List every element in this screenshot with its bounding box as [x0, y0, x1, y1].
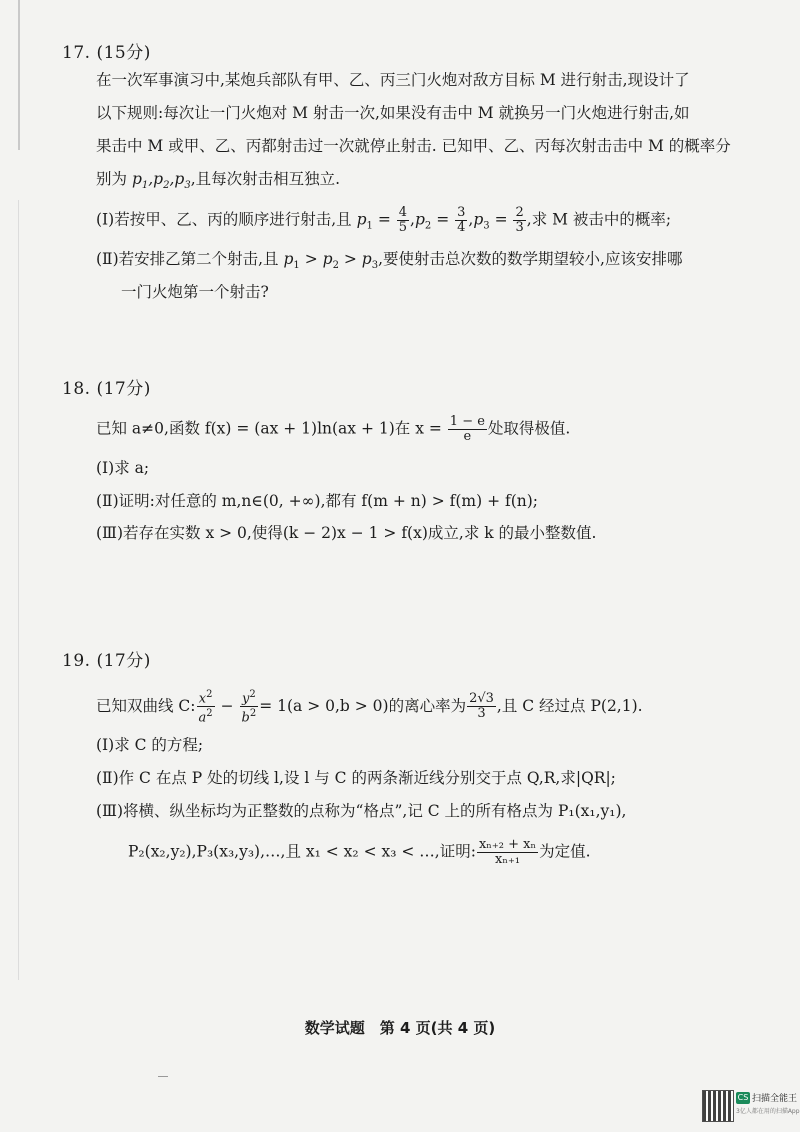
- fraction-4-5: $\frac{4}{5}$: [398, 205, 408, 235]
- fraction-eccentricity: $\frac{2√3}{3}$: [469, 691, 494, 722]
- q18-part-1: (Ⅰ)求 a;: [96, 459, 150, 477]
- watermark-subtitle: 3亿人都在用的扫描App: [736, 1108, 800, 1115]
- scan-edge-line: [18, 200, 19, 980]
- q17-part-2-cont: 一门火炮第一个射击?: [121, 283, 269, 301]
- q17-part-1: (Ⅰ)若按甲、乙、丙的顺序进行射击,且 $p_1$ = $\frac{4}{5}$ $,p_2$ = $\frac{3}{4}$ $,p_3$ = $\frac{2}{3}$ ,求 M 被击中的概率;: [96, 205, 672, 235]
- q17-part-1-tail: ,求 M 被击中的概率;: [526, 210, 672, 229]
- watermark-title: 扫描全能王: [752, 1094, 798, 1104]
- camscanner-logo-icon: CS: [737, 1093, 749, 1102]
- fraction-x2-a2: $\frac{x^2}{a^2}$: [198, 689, 213, 726]
- q19-part-2: (Ⅱ)作 C 在点 P 处的切线 l,设 l 与 C 的两条渐近线分别交于点 Q,R,求|QR|;: [96, 769, 616, 787]
- q19-part-1: (Ⅰ)求 C 的方程;: [96, 736, 204, 754]
- fraction-2-3: $\frac{2}{3}$: [515, 205, 524, 235]
- q17-heading: 17. (15分): [62, 43, 151, 63]
- q17-text-line-4: [96, 168, 340, 197]
- fraction-sequence-ratio: $\frac{\text{xₙ₊₂ + xₙ}}{\text{xₙ₊₁}}$: [478, 837, 537, 867]
- q19-part-3-cont: P₂(x₂,y₂),P₃(x₃,y₃),…,且 x₁ < x₂ < x₃ < …,证明: $\frac{\text{xₙ₊₂ + xₙ}}{\text{xₙ₊₁}}$ 为定值.: [128, 837, 591, 867]
- fraction-y2-b2: $\frac{y^2}{b^2}$: [241, 689, 257, 726]
- q17-l4-prefix: 别为: [96, 170, 132, 188]
- scanner-watermark: [702, 1088, 800, 1126]
- scan-edge-line: [18, 0, 20, 150]
- q19-heading: 19. (17分): [62, 651, 151, 671]
- q18-text-line-1: 已知 a≠0,函数 f(x) = (ax + 1)ln(ax + 1)在 x = $\frac{1 - e}{e}$ 处取得极值.: [96, 414, 571, 444]
- q19-part-3: (Ⅲ)将横、纵坐标均为正整数的点称为“格点”,记 C 上的所有格点为 P₁(x₁,y₁),: [96, 802, 627, 820]
- fraction-1-minus-e-over-e: $\frac{1 - e}{e}$: [449, 414, 485, 444]
- fraction-3-4: $\frac{3}{4}$: [457, 205, 466, 235]
- q18-heading: 18. (17分): [62, 379, 151, 399]
- q19-text-line-1: 已知双曲线 C: $\frac{x^2}{a^2}$ − $\frac{y^2}{b^2}$ = 1(a > 0,b > 0)的离心率为 $\frac{2√3}{3}$ ,且 C 经过点 P(2,1).: [96, 689, 643, 726]
- q17-l4-suffix: ,且每次射击相互独立.: [190, 170, 341, 188]
- q17-text-line-3: 果击中 M 或甲、乙、丙都射击过一次就停止射击. 已知甲、乙、丙每次射击击中 M 的概率分: [96, 137, 731, 155]
- q17-text-line-1: 在一次军事演习中,某炮兵部队有甲、乙、丙三门火炮对敌方目标 M 进行射击,现设计了: [96, 71, 690, 89]
- qr-code-icon: [702, 1090, 734, 1122]
- q18-part-3: (Ⅲ)若存在实数 x > 0,使得(k − 2)x − 1 > f(x)成立,求 k 的最小整数值.: [96, 524, 597, 542]
- q18-part-2: (Ⅱ)证明:对任意的 m,n∈(0, +∞),都有 f(m + n) > f(m) + f(n);: [96, 492, 539, 510]
- q17-part-1-text: (Ⅰ)若按甲、乙、丙的顺序进行射击,且: [96, 210, 357, 229]
- scan-mark: [158, 1076, 168, 1077]
- page-footer: 数学试题 第 4 页(共 4 页): [304, 1019, 496, 1037]
- q17-prob-symbols: $p_1,p_2,p_3$: [131, 170, 191, 192]
- q17-text-line-2: 以下规则:每次让一门火炮对 M 射击一次,如果没有击中 M 就换另一门火炮进行射击,如: [96, 104, 690, 122]
- q17-part-2: (Ⅱ)若安排乙第二个射击,且 $p_1 > p_2 > p_3$,要使射击总次数的数学期望较小,应该安排哪: [96, 250, 683, 272]
